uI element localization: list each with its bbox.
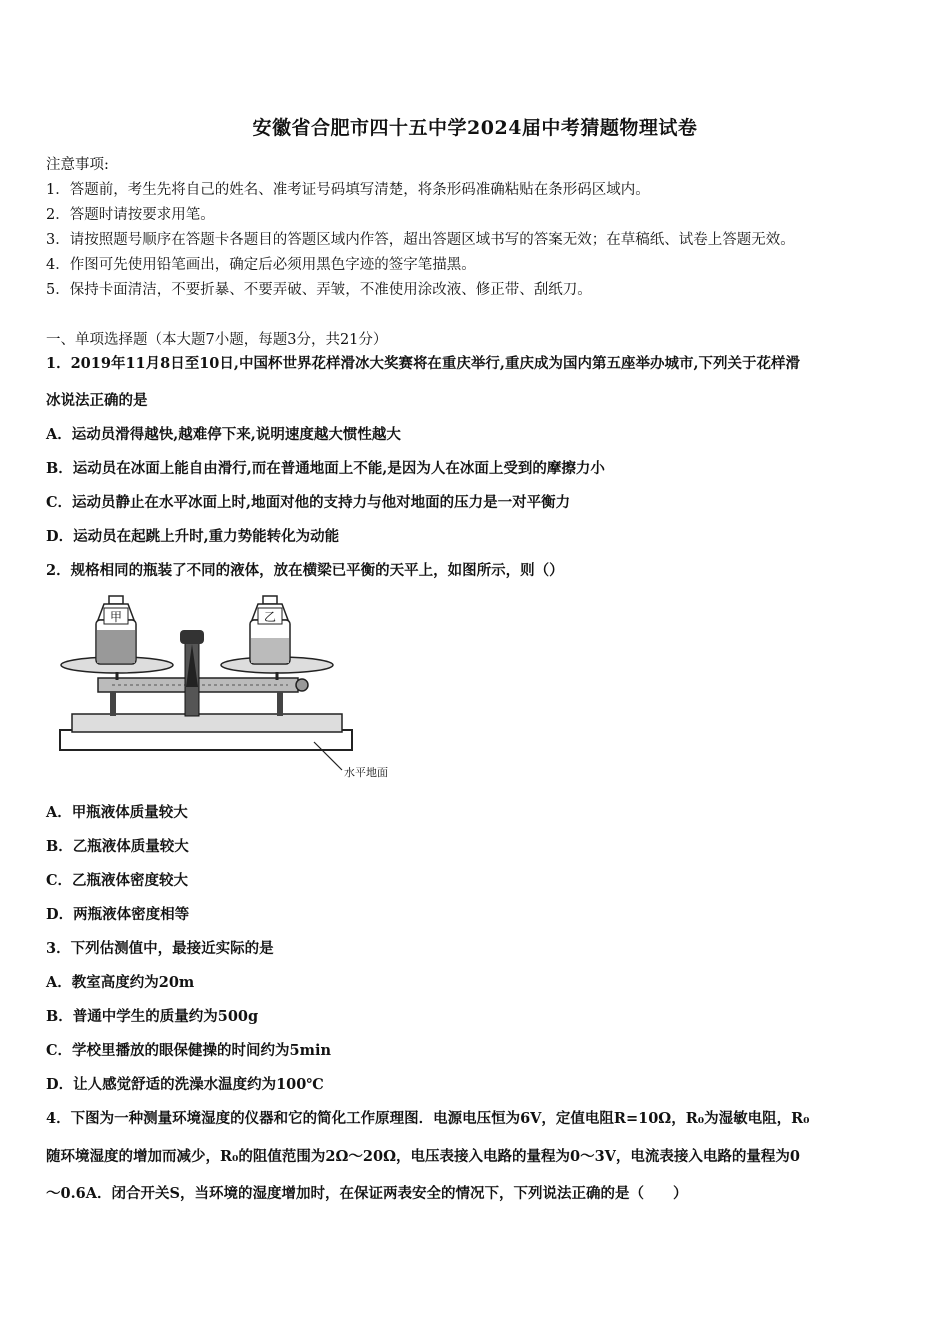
bottle-right-label: 乙 [263, 610, 277, 624]
question-3-stem: 3．下列估测值中，最接近实际的是 [46, 940, 274, 957]
ground-label: 水平地面 [344, 766, 388, 779]
bottle-right [250, 596, 290, 664]
question-2-option: A．甲瓶液体质量较大 [46, 804, 188, 821]
question-1-option: B．运动员在冰面上能自由滑行,而在普通地面上不能,是因为人在冰面上受到的摩擦力小 [46, 460, 605, 477]
bottle-left-label: 甲 [109, 610, 123, 624]
bottle-left [96, 596, 136, 664]
question-3-option: A．教室高度约为20m [46, 974, 195, 991]
column-top [180, 630, 204, 644]
question-4-stem: 4．下图为一种测量环境湿度的仪器和它的简化工作原理图．电源电压恒为6V，定值电阻R=10Ω，R₀为湿敏电阻，R₀ [46, 1110, 810, 1127]
notice-item: 5．保持卡面清洁，不要折暴、不要弄破、弄皱，不准使用涂改液、修正带、刮纸刀。 [46, 282, 592, 298]
notice-heading: 注意事项: [46, 157, 109, 173]
base-plate [72, 714, 342, 732]
notice-item: 4．作图可先使用铅笔画出，确定后必须用黑色字迹的签字笔描黑。 [46, 257, 476, 273]
question-2-option: C．乙瓶液体密度较大 [46, 872, 189, 889]
question-2-stem: 2．规格相同的瓶装了不同的液体，放在横梁已平衡的天平上，如图所示，则（） [46, 562, 564, 579]
question-1-option: A．运动员滑得越快,越难停下来,说明速度越大惯性越大 [46, 426, 401, 443]
question-4-stem: ～0.6A．闭合开关S，当环境的湿度增加时，在保证两表安全的情况下，下列说法正确的是（ ） [46, 1185, 688, 1202]
question-1-option: C．运动员静止在水平冰面上时,地面对他的支持力与他对地面的压力是一对平衡力 [46, 494, 571, 511]
section-heading: 一、单项选择题（本大题7小题，每题3分，共21分） [46, 332, 388, 348]
question-3-option: C．学校里播放的眼保健操的时间约为5min [46, 1042, 332, 1059]
notice-item: 2．答题时请按要求用笔。 [46, 207, 215, 223]
question-2-option: D．两瓶液体密度相等 [46, 906, 190, 923]
question-1-option: D．运动员在起跳上升时,重力势能转化为动能 [46, 528, 340, 545]
question-2-option: B．乙瓶液体质量较大 [46, 838, 189, 855]
page-title: 安徽省合肥市四十五中学2024届中考猜题物理试卷 [252, 117, 698, 139]
notice-item: 3．请按照题号顺序在答题卡各题目的答题区域内作答，超出答题区域书写的答案无效；在草稿纸、试卷上答题无效。 [46, 232, 795, 248]
question-3-option: B．普通中学生的质量约为500g [46, 1008, 259, 1025]
base-board [60, 730, 352, 750]
question-1-stem: 1．2019年11月8日至10日,中国杯世界花样滑冰大奖赛将在重庆举行,重庆成为国内第五座举办城市,下列关于花样滑 [46, 355, 801, 372]
question-3-option: D．让人感觉舒适的洗澡水温度约为100℃ [46, 1076, 324, 1093]
balance-scale-figure [52, 592, 412, 792]
question-4-stem: 随环境湿度的增加而减少，R₀的阻值范围为2Ω～20Ω，电压表接入电路的量程为0～3V，电流表接入电路的量程为0 [46, 1148, 800, 1165]
notice-item: 1．答题前，考生先将自己的姓名、准考证号码填写清楚，将条形码准确粘贴在条形码区域内。 [46, 182, 650, 198]
question-1-stem: 冰说法正确的是 [46, 392, 148, 409]
